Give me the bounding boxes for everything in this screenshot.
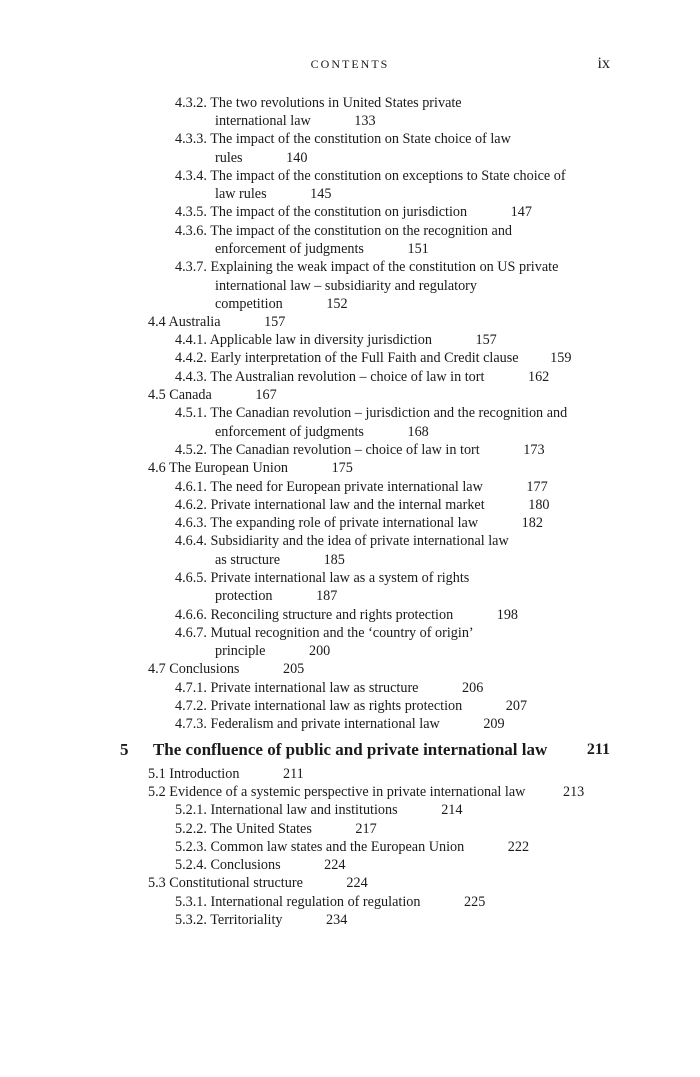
entry-title: Private international law as rights protection [210,698,463,714]
entry-title: The need for European private international law [210,479,483,495]
toc-entry-4-4-1 [175,331,497,349]
entry-title: Explaining the weak impact of the constitution on US private [210,259,559,275]
entry-number: 4.6.4. [175,533,207,549]
entry-number: 5.3.2. [175,912,207,928]
toc-section-4-6 [148,459,353,477]
entry-number: 4.6.6. [175,607,207,623]
entry-number: 4.5 [148,387,166,403]
toc-entry-4-3-4-cont [215,185,331,203]
toc-entry-4-3-3 [175,130,511,148]
toc-entry-4-6-4 [175,532,509,550]
entry-number: 4.4 [148,314,166,330]
toc-entry-4-3-6 [175,222,512,240]
entry-page: 224 [346,875,368,891]
entry-title: Canada [169,387,212,403]
toc-entry-5-2-4 [175,856,345,874]
entry-page: 168 [407,424,429,440]
toc-entry-4-7-3 [175,715,505,733]
entry-title: The Canadian revolution – jurisdiction and the recognition and [210,405,568,421]
toc-entry-4-5-1-cont [215,423,429,441]
toc-entry-5-3-1 [175,893,485,911]
toc-entry-4-6-4-cont [215,551,345,569]
entry-page: 159 [550,350,572,366]
entry-title-cont: enforcement of judgments [215,241,364,257]
toc-entry-4-5-1 [175,404,567,422]
toc-entry-5-2-1 [175,801,462,819]
entry-title: Introduction [169,766,240,782]
toc-entry-4-3-3-cont [215,149,307,167]
entry-number: 4.3.6. [175,223,207,239]
toc-section-4-4 [148,313,285,331]
entry-page: 200 [308,643,331,659]
toc-section-5-1 [148,765,304,783]
toc-entry-4-3-6-cont [215,240,429,258]
entry-title: The impact of the constitution on the recognition and [210,223,513,239]
entry-title: Early interpretation of the Full Faith and Credit clause [210,350,519,366]
entry-title: The European Union [169,460,289,476]
entry-title: The Canadian revolution – choice of law in tort [210,442,480,458]
entry-title: International regulation of regulation [210,894,421,910]
toc-entry-4-6-7-cont [215,642,330,660]
toc-chapter-5 [120,741,610,759]
entry-page: 147 [510,204,532,220]
entry-number: 5.3 [148,875,166,891]
entry-title-cont: as structure [215,552,281,568]
entry-title-cont: law rules [215,186,267,202]
entry-page: 217 [355,821,377,837]
entry-page: 152 [326,296,348,312]
chapter-page: 211 [586,741,610,758]
entry-number: 4.6.7. [175,625,207,641]
toc-entry-4-3-7-cont [215,277,477,295]
entry-number: 4.6.5. [175,570,207,586]
toc-section-4-5 [148,386,277,404]
entry-number: 5.3.1. [175,894,207,910]
entry-page: 198 [496,607,518,623]
entry-number: 5.2.2. [175,821,207,837]
entry-title-cont: competition [215,296,283,312]
entry-page: 222 [507,839,530,855]
entry-number: 4.4.2. [175,350,207,366]
entry-number: 4.6.3. [175,515,207,531]
entry-page: 157 [264,314,286,330]
entry-title: Private international law as a system of rights [210,570,470,586]
entry-page: 214 [441,802,463,818]
entry-page: 207 [505,698,528,714]
entry-page: 225 [464,894,486,910]
entry-title: Subsidiarity and the idea of private international law [210,533,509,549]
entry-title-cont: enforcement of judgments [215,424,364,440]
entry-title: The impact of the constitution on exceptions to State choice of [210,168,566,184]
entry-title-cont: principle [215,643,266,659]
toc-entry-4-3-2-cont [215,112,376,130]
toc-entry-4-4-3 [175,368,549,386]
toc-entry-5-3-2 [175,911,347,929]
entry-number: 4.5.1. [175,405,207,421]
toc-entry-4-3-2 [175,94,462,112]
toc-entry-4-3-5 [175,203,532,221]
entry-number: 4.4.3. [175,369,207,385]
entry-title: Conclusions [169,661,240,677]
entry-number: 4.6.1. [175,479,207,495]
entry-number: 5.2.4. [175,857,207,873]
toc-section-4-7 [148,660,304,678]
page-number: ix [597,55,610,72]
entry-page: 224 [324,857,346,873]
entry-title: Reconciling structure and rights protection [210,607,454,623]
entry-page: 140 [286,150,308,166]
toc-entry-4-3-7 [175,258,558,276]
entry-page: 209 [483,716,505,732]
toc-entry-4-3-7-cont2 [215,295,348,313]
toc-entry-4-6-5 [175,569,469,587]
toc-entry-4-5-2 [175,441,545,459]
entry-title: Evidence of a systemic perspective in private international law [169,784,526,800]
toc-entry-4-6-5-cont [215,587,337,605]
toc-entry-4-4-2 [175,349,571,367]
toc-section-5-2 [148,783,584,801]
entry-page: 234 [326,912,348,928]
entry-number: 4.3.4. [175,168,207,184]
toc-entry-4-7-2 [175,697,527,715]
entry-title: Mutual recognition and the ‘country of origin’ [210,625,474,641]
entry-number: 4.7.3. [175,716,207,732]
entry-page: 211 [282,766,304,782]
toc-entry-4-3-4 [175,167,566,185]
toc-section-5-3 [148,874,368,892]
entry-page: 133 [354,113,376,129]
entry-title: Territoriality [210,912,283,928]
entry-title: Federalism and private international law [210,716,440,732]
entry-page: 205 [282,661,305,677]
running-head [0,55,700,75]
entry-number: 4.3.7. [175,259,207,275]
chapter-title: The confluence of public and private international law [152,740,548,759]
entry-title: The impact of the constitution on jurisdiction [210,204,468,220]
entry-number: 5.1 [148,766,166,782]
entry-page: 167 [255,387,277,403]
entry-page: 213 [562,784,585,800]
entry-number: 4.7 [148,661,166,677]
entry-title: Australia [168,314,221,330]
entry-page: 180 [528,497,550,513]
entry-page: 151 [407,241,429,257]
entry-title: Applicable law in diversity jurisdiction [209,332,432,348]
entry-title: International law and institutions [210,802,398,818]
entry-number: 5.2.3. [175,839,207,855]
entry-title-cont: protection [215,588,273,604]
entry-number: 4.3.3. [175,131,207,147]
entry-number: 4.6.2. [175,497,207,513]
entry-title: The impact of the constitution on State choice of law [210,131,511,147]
entry-title-cont: international law – subsidiarity and regulatory [215,278,478,294]
entry-title-cont: international law [215,113,311,129]
entry-number: 5.2 [148,784,166,800]
chapter-number: 5 [120,740,129,759]
entry-title: Private international law and the internal market [210,497,485,513]
toc-entry-4-6-1 [175,478,548,496]
entry-number: 4.7.2. [175,698,207,714]
entry-page: 182 [521,515,543,531]
toc-entry-4-6-2 [175,496,550,514]
entry-number: 4.6 [148,460,166,476]
toc-entry-4-7-1 [175,679,483,697]
entry-title-cont: rules [215,150,243,166]
toc-entry-5-2-3 [175,838,529,856]
running-title: CONTENTS [310,57,390,71]
entry-title: The two revolutions in United States private [210,95,462,111]
entry-page: 173 [523,442,545,458]
entry-title: Private international law as structure [210,680,419,696]
toc-entry-4-6-3 [175,514,543,532]
entry-page: 185 [323,552,345,568]
entry-page: 177 [526,479,548,495]
entry-number: 4.3.5. [175,204,207,220]
entry-page: 206 [462,680,484,696]
entry-title: The expanding role of private international law [210,515,479,531]
entry-title: Constitutional structure [169,875,303,891]
entry-page: 162 [527,369,550,385]
entry-page: 145 [310,186,332,202]
entry-page: 157 [475,332,497,348]
entry-number: 4.7.1. [175,680,207,696]
toc-entry-4-6-6 [175,606,518,624]
entry-number: 4.5.2. [175,442,207,458]
entry-title: The Australian revolution – choice of law in tort [210,369,485,385]
entry-page: 175 [331,460,353,476]
entry-title: Common law states and the European Union [210,839,465,855]
entry-number: 4.3.2. [175,95,207,111]
toc-entry-5-2-2 [175,820,377,838]
entry-title: Conclusions [210,857,281,873]
entry-number: 5.2.1. [175,802,207,818]
toc-entry-4-6-7 [175,624,474,642]
entry-title: The United States [210,821,312,837]
entry-number: 4.4.1. [175,332,207,348]
entry-page: 187 [316,588,338,604]
